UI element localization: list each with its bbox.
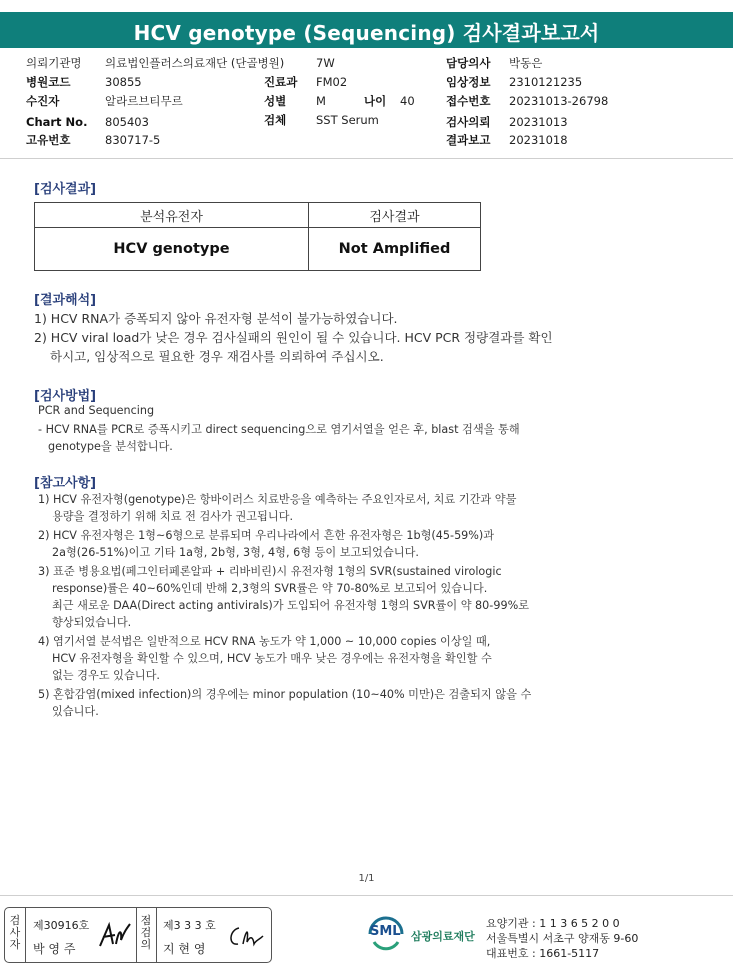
inspector-name: 지 현 영 xyxy=(163,942,206,956)
inspector-license: 제3 3 3 호 xyxy=(163,919,216,932)
patient-value: 알라르브티무르 xyxy=(105,94,183,108)
hospital-code-label: 병원코드 xyxy=(26,75,71,89)
request-label: 검사의뢰 xyxy=(446,115,491,129)
clinical-value: 2310121235 xyxy=(509,75,583,89)
signature-box xyxy=(4,907,272,963)
result-cell: Not Amplified xyxy=(309,228,481,271)
tester-signature xyxy=(97,920,133,950)
patient-label: 수진자 xyxy=(26,94,60,108)
request-value: 20231013 xyxy=(509,115,568,129)
tester-label: 검사자 xyxy=(9,914,21,951)
ward-value: 7W xyxy=(316,56,335,70)
results-table xyxy=(34,202,481,271)
reference-line: 4) 염기서열 분석법은 일반적으로 HCV RNA 농도가 약 1,000 ~ 10,000 copies 이상일 때, xyxy=(38,635,491,648)
uid-label: 고유번호 xyxy=(26,133,71,147)
clinical-label: 임상정보 xyxy=(446,75,491,89)
inspector-label: 점검의 xyxy=(140,914,152,951)
dept-label: 진료과 xyxy=(264,75,298,89)
report-title: HCV genotype (Sequencing) 검사결과보고서 xyxy=(133,21,600,45)
reference-line: 최근 새로운 DAA(Direct acting antivirals)가 도입되어 유전자형 1형의 SVR률이 약 80-99%로 xyxy=(52,599,530,612)
inspector-signature xyxy=(225,920,265,950)
reference-line: 2) HCV 유전자형은 1형~6형으로 분류되며 우리나라에서 흔한 유전자형은 1b형(45-59%)과 xyxy=(38,529,495,542)
method-line: - HCV RNA를 PCR로 증폭시키고 direct sequencing으로 염기서열을 얻은 후, blast 검색을 통해 xyxy=(38,423,520,436)
report-label: 결과보고 xyxy=(446,133,491,147)
org-value: 의료법인플러스의료재단 (단골병원) xyxy=(105,56,285,70)
age-value: 40 xyxy=(400,94,415,108)
doctor-label: 담당의사 xyxy=(446,56,491,70)
reference-line: HCV 유전자형을 확인할 수 있으며, HCV 농도가 매우 낮은 경우에는 유전자형을 확인할 수 xyxy=(52,652,492,665)
specimen-value: SST Serum xyxy=(316,113,379,127)
hospital-code-value: 30855 xyxy=(105,75,142,89)
doctor-value: 박동은 xyxy=(509,56,543,70)
interpretation-line: 1) HCV RNA가 증폭되지 않아 유전자형 분석이 불가능하였습니다. xyxy=(34,311,398,326)
chart-label: Chart No. xyxy=(26,115,88,129)
age-label: 나이 xyxy=(364,94,387,108)
dept-value: FM02 xyxy=(316,75,348,89)
reference-line: 5) 혼합감염(mixed infection)의 경우에는 minor population (10~40% 미만)은 검출되지 않을 수 xyxy=(38,688,532,701)
results-heading: [검사결과] xyxy=(34,182,97,197)
specimen-label: 검체 xyxy=(264,113,287,127)
uid-value: 830717-5 xyxy=(105,133,161,147)
reference-line: 1) HCV 유전자형(genotype)은 항바이러스 치료반응을 예측하는 주요인자로서, 치료 기간과 약물 xyxy=(38,493,517,506)
page-number: 1/1 xyxy=(358,873,375,884)
receipt-label: 접수번호 xyxy=(446,94,491,108)
tester-name: 박 영 주 xyxy=(33,942,76,956)
method-heading: [검사방법] xyxy=(34,389,97,404)
col-header-result: 검사결과 xyxy=(309,203,481,228)
lab-phone: 대표번호 : 1661-5117 xyxy=(486,947,600,960)
footer-divider xyxy=(0,895,733,896)
tester-license: 제30916호 xyxy=(33,919,90,932)
report-title-bar xyxy=(0,12,733,48)
reference-line: 3) 표준 병용요법(페그인터페론알파 + 리바비린)시 유전자형 1형의 SVR(sustained virologic xyxy=(38,565,502,578)
org-label: 의뢰기관명 xyxy=(26,56,82,70)
sex-label: 성별 xyxy=(264,94,287,108)
chart-value: 805403 xyxy=(105,115,149,129)
receipt-value: 20231013-26798 xyxy=(509,94,609,108)
report-value: 20231018 xyxy=(509,133,568,147)
results-table-row xyxy=(35,228,481,271)
reference-heading: [참고사항] xyxy=(34,476,97,491)
col-header-gene: 분석유전자 xyxy=(35,203,309,228)
sex-value: M xyxy=(316,94,326,108)
header-divider xyxy=(0,158,733,159)
signature-divider xyxy=(156,908,157,962)
interpretation-line: 2) HCV viral load가 낮은 경우 검사실패의 원인이 될 수 있습니다. HCV PCR 정량결과를 확인 xyxy=(34,330,553,345)
reference-line: 2a형(26-51%)이고 기타 1a형, 2b형, 3형, 4형, 6형 등이 보고되었습니다. xyxy=(52,546,419,559)
reference-line: response)률은 40~60%인데 반해 2,3형의 SVR률은 약 70-80%로 보고되어 있습니다. xyxy=(52,582,488,595)
lab-name: 삼광의료재단 xyxy=(411,930,475,943)
method-line: genotype을 분석합니다. xyxy=(48,440,173,453)
method-line: PCR and Sequencing xyxy=(38,404,155,417)
interpretation-line: 하시고, 임상적으로 필요한 경우 재검사를 의뢰하여 주십시오. xyxy=(50,349,384,364)
logo-text: SML xyxy=(370,924,401,939)
gene-cell: HCV genotype xyxy=(35,228,309,271)
signature-divider xyxy=(25,908,26,962)
reference-line: 없는 경우도 있습니다. xyxy=(52,669,160,682)
results-table-header xyxy=(35,203,481,228)
reference-line: 용량을 결정하기 위해 치료 전 검사가 권고됩니다. xyxy=(52,510,294,523)
reference-line: 있습니다. xyxy=(52,705,99,718)
care-code: 요양기관 : 1 1 3 6 5 2 0 0 xyxy=(486,917,620,930)
interpretation-heading: [결과해석] xyxy=(34,293,97,308)
lab-address: 서울특별시 서초구 양재동 9-60 xyxy=(486,932,639,945)
signature-divider xyxy=(136,908,137,962)
reference-line: 향상되었습니다. xyxy=(52,616,132,629)
